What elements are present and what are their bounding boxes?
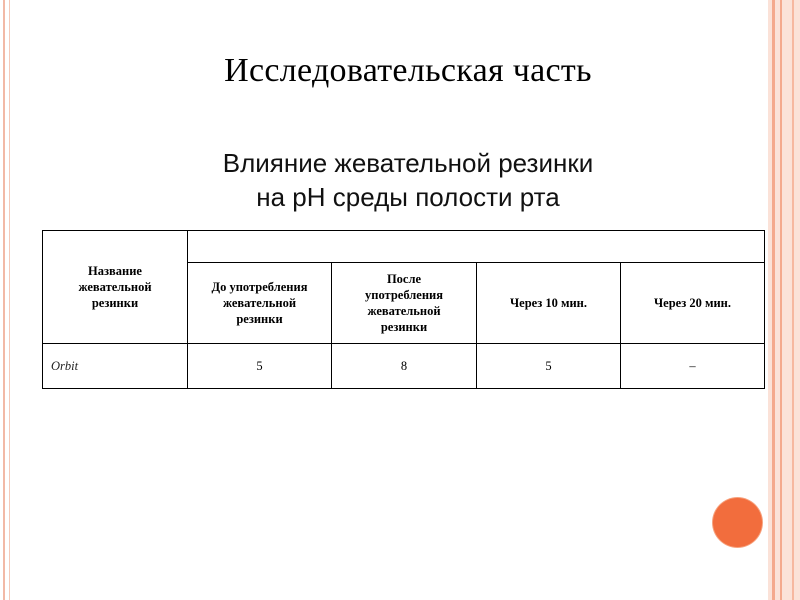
subtitle-line: Влияние жевательной резинки [222, 148, 594, 178]
slide-title: Исследовательская часть [224, 52, 592, 89]
header-line: жевательной [78, 280, 152, 294]
value-cell: 5 [477, 344, 621, 389]
header-10min-cell [477, 263, 621, 344]
value-cell: 5 [188, 344, 332, 389]
header-merged-empty-cell [188, 231, 765, 263]
decorative-orange-circle [713, 498, 762, 547]
frame-right-stripe [780, 0, 782, 600]
frame-left-inner [9, 0, 10, 600]
header-line: Через 10 мин. [509, 296, 588, 310]
header-line: употребления [365, 288, 443, 302]
row-name-cell: Orbit [43, 344, 188, 389]
header-line: Через 20 мин. [653, 296, 732, 310]
header-line: жевательной [222, 296, 297, 310]
slide-subtitle [0, 146, 800, 214]
table-row [43, 344, 765, 389]
header-line: Название [88, 264, 142, 278]
value-cell: – [621, 344, 765, 389]
header-name-cell [43, 231, 188, 344]
header-line: резинки [236, 312, 283, 326]
header-before-cell [188, 263, 332, 344]
frame-right-stripe [792, 0, 794, 600]
header-20min-cell [621, 263, 765, 344]
header-line: До употребления [211, 280, 308, 294]
header-line: резинки [380, 320, 428, 334]
header-line: После [386, 272, 422, 286]
header-line: жевательной [367, 304, 441, 318]
frame-left-outer [3, 0, 5, 600]
value-cell: 8 [332, 344, 477, 389]
results-table [42, 230, 765, 389]
header-line: резинки [91, 296, 139, 310]
subtitle-line: на pH среды полости рта [256, 182, 560, 212]
header-after-cell [332, 263, 477, 344]
frame-right-stripe [772, 0, 775, 600]
